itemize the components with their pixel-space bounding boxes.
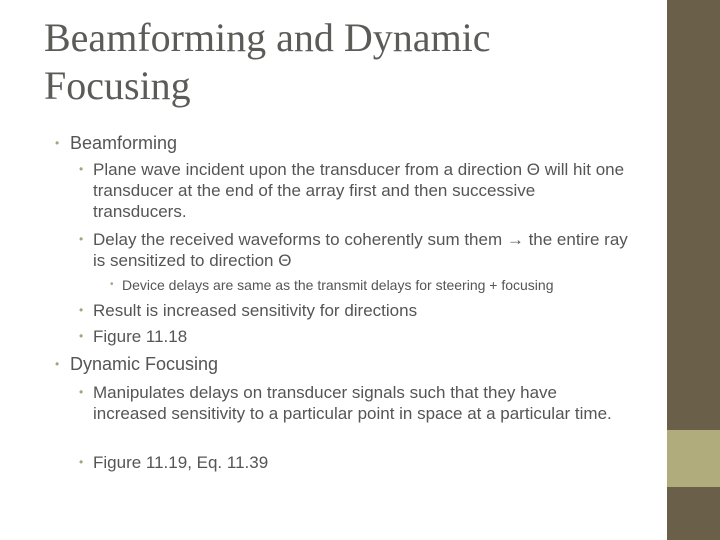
bullet-beamforming bbox=[55, 133, 650, 154]
bullet-dot: • bbox=[79, 303, 84, 317]
bullet-figure-11-19 bbox=[79, 452, 633, 473]
bullet-plane-wave bbox=[79, 159, 633, 222]
bullet-text: Figure 11.18 bbox=[93, 327, 188, 346]
bullet-manipulates-delays bbox=[79, 382, 633, 424]
bullet-text: Beamforming bbox=[70, 133, 178, 153]
bullet-text: Dynamic Focusing bbox=[70, 354, 219, 374]
bullet-text: Result is increased sensitivity for directions bbox=[93, 301, 418, 320]
sidebar-accent-stripe bbox=[667, 430, 720, 487]
bullet-text: Delay the received waveforms to coherently sum them → the entire ray is sensitized to direction Θ bbox=[93, 230, 628, 270]
bullet-figure-11-18 bbox=[79, 326, 633, 347]
bullet-device-delays bbox=[110, 276, 642, 294]
bullet-dot: • bbox=[79, 385, 84, 399]
bullet-dot: • bbox=[55, 136, 60, 150]
bullet-text: Figure 11.19, Eq. 11.39 bbox=[93, 453, 269, 472]
slide-title: Beamforming and Dynamic Focusing bbox=[44, 15, 491, 108]
sidebar-decoration bbox=[667, 0, 720, 540]
bullet-text: Plane wave incident upon the transducer from a direction Θ will hit one transducer at the end of the array first and then successive transducers. bbox=[93, 160, 625, 221]
bullet-dynamic-focusing bbox=[55, 354, 650, 375]
bullet-result bbox=[79, 300, 633, 321]
bullet-text: Device delays are same as the transmit delays for steering + focusing bbox=[122, 277, 554, 293]
bullet-dot: • bbox=[79, 162, 84, 176]
bullet-dot: • bbox=[55, 357, 60, 371]
bullet-text: Manipulates delays on transducer signals such that they have increased sensitivity to a particular point in space at a particular time. bbox=[93, 383, 612, 423]
bullet-dot: • bbox=[79, 232, 84, 246]
bullet-dot: • bbox=[79, 329, 84, 343]
bullet-delay-waveforms bbox=[79, 229, 633, 271]
bullet-dot: • bbox=[110, 279, 114, 290]
bullet-dot: • bbox=[79, 455, 84, 469]
